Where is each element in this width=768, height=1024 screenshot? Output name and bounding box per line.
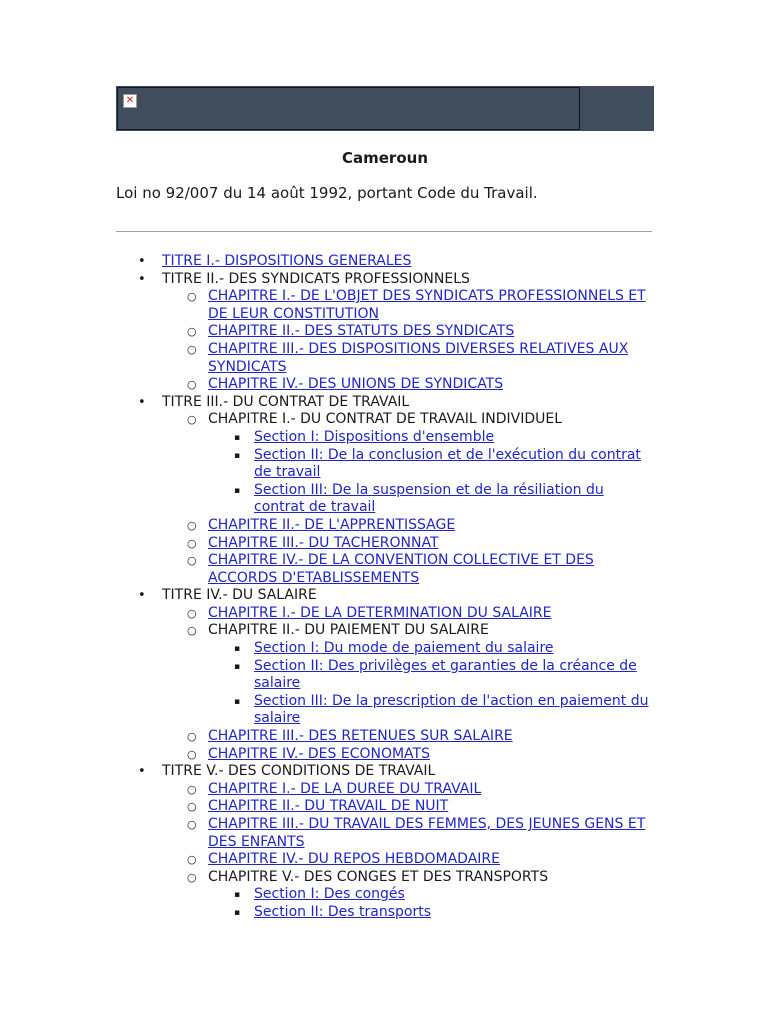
toc-link[interactable]: Section II: Des privilèges et garanties de la créance de salaire [254, 657, 637, 692]
toc-chapter-item [162, 728, 656, 746]
circle-bullet-icon: ○ [187, 870, 197, 884]
toc-list-level-3 [208, 640, 656, 728]
toc-list-level-2 [162, 411, 656, 587]
toc-chapter-item [162, 411, 656, 517]
toc-link[interactable]: CHAPITRE IV.- DE LA CONVENTION COLLECTIVE ET DES ACCORDS D'ETABLISSEMENTS [208, 552, 594, 586]
square-bullet-icon: ▪ [234, 450, 241, 461]
toc-chapter-item [162, 323, 656, 341]
circle-bullet-icon: ○ [187, 378, 197, 392]
toc-title-item [116, 253, 656, 271]
toc-chapter-item [162, 517, 656, 535]
toc-link[interactable]: CHAPITRE III.- DU TACHERONNAT [208, 534, 439, 551]
square-bullet-icon: ▪ [234, 644, 241, 655]
broken-image-icon: ✕ [123, 94, 137, 108]
toc-heading: TITRE V.- DES CONDITIONS DE TRAVAIL [162, 763, 436, 780]
circle-bullet-icon: ○ [187, 518, 197, 532]
toc-link[interactable]: CHAPITRE II.- DE L'APPRENTISSAGE [208, 516, 456, 533]
circle-bullet-icon: ○ [187, 800, 197, 814]
circle-bullet-icon: ○ [187, 554, 197, 568]
toc-chapter-item [162, 622, 656, 728]
toc-section-item [208, 693, 656, 728]
square-bullet-icon: ▪ [234, 485, 241, 496]
header-banner [116, 86, 654, 131]
square-bullet-icon: ▪ [234, 432, 241, 443]
toc-title-item [116, 587, 656, 763]
toc-link[interactable]: Section I: Dispositions d'ensemble [254, 428, 495, 445]
table-of-contents [116, 253, 656, 922]
toc-heading: CHAPITRE II.- DU PAIEMENT DU SALAIRE [208, 622, 489, 639]
toc-chapter-item [162, 798, 656, 816]
circle-bullet-icon: ○ [187, 624, 197, 638]
toc-link[interactable]: Section I: Du mode de paiement du salaire [254, 640, 554, 657]
toc-section-item [208, 658, 656, 693]
toc-heading: CHAPITRE V.- DES CONGES ET DES TRANSPORTS [208, 868, 549, 885]
toc-section-item [208, 482, 656, 517]
toc-list-level-2 [162, 288, 656, 394]
circle-bullet-icon: ○ [187, 747, 197, 761]
toc-title-item [116, 394, 656, 588]
circle-bullet-icon: ○ [187, 606, 197, 620]
toc-chapter-item [162, 746, 656, 764]
toc-link[interactable]: CHAPITRE I.- DE L'OBJET DES SYNDICATS PROFESSIONNELS ET DE LEUR CONSTITUTION [208, 288, 646, 322]
circle-bullet-icon: ○ [187, 325, 197, 339]
toc-link[interactable]: CHAPITRE III.- DES DISPOSITIONS DIVERSES RELATIVES AUX SYNDICATS [208, 340, 629, 375]
toc-section-item [208, 886, 656, 904]
disc-bullet-icon: • [138, 394, 146, 410]
toc-chapter-item [162, 376, 656, 394]
toc-section-item [208, 904, 656, 922]
toc-link[interactable]: CHAPITRE I.- DE LA DUREE DU TRAVAIL [208, 780, 482, 797]
toc-chapter-item [162, 781, 656, 799]
circle-bullet-icon: ○ [187, 818, 197, 831]
toc-section-item [208, 640, 656, 658]
circle-bullet-icon: ○ [187, 413, 197, 427]
toc-chapter-item [162, 288, 656, 323]
circle-bullet-icon: ○ [187, 536, 197, 550]
toc-link[interactable]: Section I: Des congés [254, 886, 405, 903]
toc-link[interactable]: CHAPITRE I.- DE LA DETERMINATION DU SALAIRE [208, 604, 552, 621]
toc-link[interactable]: Section II: Des transports [254, 903, 432, 920]
toc-title-item [116, 271, 656, 394]
toc-title-item [116, 763, 656, 921]
toc-chapter-item [162, 341, 656, 376]
toc-link[interactable]: CHAPITRE III.- DU TRAVAIL DES FEMMES, DES JEUNES GENS ET DES ENFANTS [208, 816, 646, 850]
toc-chapter-item [162, 605, 656, 623]
toc-heading: TITRE II.- DES SYNDICATS PROFESSIONNELS [162, 270, 470, 287]
banner-image-frame [117, 87, 580, 130]
toc-chapter-item [162, 535, 656, 553]
toc-list-level-2 [162, 781, 656, 922]
toc-link[interactable]: CHAPITRE II.- DES STATUTS DES SYNDICATS [208, 323, 515, 340]
toc-link[interactable]: CHAPITRE IV.- DES ECONOMATS [208, 745, 430, 762]
toc-link[interactable]: CHAPITRE IV.- DES UNIONS DE SYNDICATS [208, 376, 504, 393]
disc-bullet-icon: • [138, 254, 146, 269]
toc-list-level-1 [116, 253, 656, 922]
disc-bullet-icon: • [138, 271, 146, 287]
square-bullet-icon: ▪ [234, 907, 241, 918]
toc-link[interactable]: CHAPITRE III.- DES RETENUES SUR SALAIRE [208, 728, 513, 745]
circle-bullet-icon: ○ [187, 782, 197, 796]
toc-link[interactable]: TITRE I.- DISPOSITIONS GENERALES [162, 253, 412, 269]
toc-link[interactable]: Section III: De la prescription de l'action en paiement du salaire [254, 692, 649, 727]
toc-list-level-3 [208, 429, 656, 517]
square-bullet-icon: ▪ [234, 696, 241, 707]
disc-bullet-icon: • [138, 588, 146, 604]
circle-bullet-icon: ○ [187, 730, 197, 744]
square-bullet-icon: ▪ [234, 661, 241, 672]
toc-heading: CHAPITRE I.- DU CONTRAT DE TRAVAIL INDIVIDUEL [208, 411, 563, 428]
toc-heading: TITRE III.- DU CONTRAT DE TRAVAIL [162, 393, 410, 410]
toc-link[interactable]: CHAPITRE IV.- DU REPOS HEBDOMADAIRE [208, 851, 500, 868]
toc-list-level-3 [208, 886, 656, 921]
disc-bullet-icon: • [138, 764, 146, 780]
toc-chapter-item [162, 552, 656, 587]
circle-bullet-icon: ○ [187, 853, 197, 867]
toc-heading: TITRE IV.- DU SALAIRE [162, 587, 317, 604]
circle-bullet-icon: ○ [187, 342, 197, 356]
toc-chapter-item [162, 816, 656, 851]
toc-link[interactable]: CHAPITRE II.- DU TRAVAIL DE NUIT [208, 798, 449, 815]
toc-chapter-item [162, 851, 656, 869]
toc-link[interactable]: Section II: De la conclusion et de l'exécution du contrat de travail [254, 446, 641, 481]
toc-link[interactable]: Section III: De la suspension et de la résiliation du contrat de travail [254, 481, 604, 516]
square-bullet-icon: ▪ [234, 890, 241, 901]
circle-bullet-icon: ○ [187, 290, 197, 304]
horizontal-divider [116, 231, 652, 232]
toc-section-item [208, 429, 656, 447]
toc-chapter-item [162, 869, 656, 922]
document-subtitle: Loi no 92/007 du 14 août 1992, portant Code du Travail. [116, 184, 538, 202]
toc-list-level-2 [162, 605, 656, 763]
toc-section-item [208, 447, 656, 482]
document-title: Cameroun [342, 149, 428, 167]
